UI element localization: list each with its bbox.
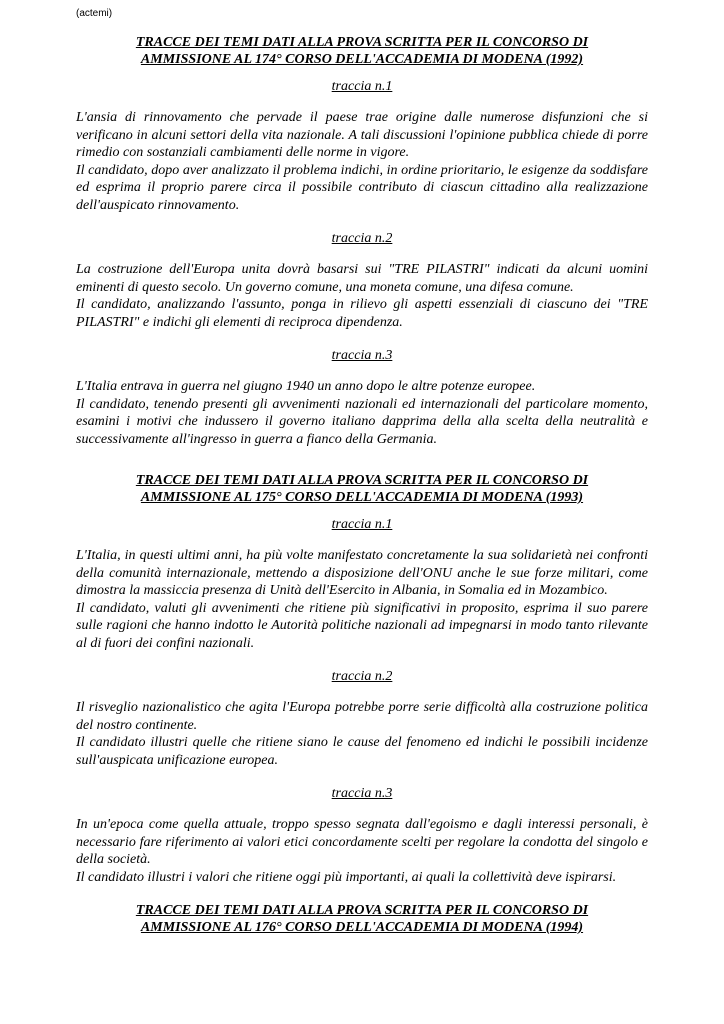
trace-paragraph: L'ansia di rinnovamento che pervade il paese trae origine dalle numerose disfunzioni che si verificano in alcuni settori della vita nazionale. A tali discussioni l'opinione pubblica chiede di porre rimedio con sostanziali cambiamenti delle norme in vigore.	[76, 110, 648, 160]
section-title-line1: TRACCE DEI TEMI DATI ALLA PROVA SCRITTA PER IL CONCORSO DI	[135, 473, 589, 488]
trace-label: traccia n.1	[331, 79, 393, 94]
trace-block	[76, 516, 648, 652]
section-175	[76, 472, 648, 886]
section-title-line1: TRACCE DEI TEMI DATI ALLA PROVA SCRITTA PER IL CONCORSO DI	[135, 903, 589, 918]
section-title-line2: AMMISSIONE AL 176° CORSO DELL'ACCADEMIA DI MODENA (1994)	[140, 920, 584, 935]
trace-paragraph: Il candidato, tenendo presenti gli avvenimenti nazionali ed internazionali del particolare momento, esamini i motivi che indussero il governo italiano dapprima della alla scelta della neutralità e successivamente all'ingresso in guerra a fianco della Germania.	[76, 396, 648, 447]
trace-paragraph: Il candidato illustri quelle che ritiene siano le cause del fenomeno ed indichi le possibili incidenze sull'auspicata unificazione europea.	[76, 735, 648, 768]
section-title-line2: AMMISSIONE AL 174° CORSO DELL'ACCADEMIA DI MODENA (1992)	[140, 52, 584, 67]
section-title-line2: AMMISSIONE AL 175° CORSO DELL'ACCADEMIA DI MODENA (1993)	[140, 490, 584, 505]
trace-label: traccia n.2	[331, 231, 393, 246]
trace-label: traccia n.3	[331, 786, 393, 801]
trace-block	[76, 668, 648, 769]
trace-paragraph: In un'epoca come quella attuale, troppo spesso segnata dall'egoismo e dagli interessi personali, è necessario fare riferimento ai valori etici concordamente scelti per regolare la condotta del singolo e della società.	[76, 817, 648, 867]
trace-block	[76, 785, 648, 886]
section-174	[76, 34, 648, 448]
trace-paragraph: L'Italia entrava in guerra nel giugno 1940 un anno dopo le altre potenze europee.	[76, 379, 536, 394]
document-body	[76, 34, 648, 936]
trace-block	[76, 78, 648, 214]
trace-paragraph: Il candidato, analizzando l'assunto, ponga in rilievo gli aspetti essenziali di ciascuno dei "TRE PILASTRI" e indichi gli elementi di reciproca dipendenza.	[76, 297, 648, 330]
trace-block	[76, 347, 648, 448]
trace-paragraph: Il risveglio nazionalistico che agita l'Europa potrebbe porre serie difficoltà alla costruzione politica del nostro continente.	[76, 700, 648, 733]
section-title	[76, 34, 648, 68]
trace-paragraph: Il candidato illustri i valori che ritiene oggi più importanti, ai quali la collettività deve ispirarsi.	[76, 869, 617, 885]
trace-label: traccia n.1	[331, 517, 393, 532]
trace-paragraph: La costruzione dell'Europa unita dovrà basarsi sui "TRE PILASTRI" indicati da alcuni uomini eminenti di questo secolo. Un governo comune, una moneta comune, una difesa comune.	[76, 262, 648, 295]
trace-paragraph: L'Italia, in questi ultimi anni, ha più volte manifestato concretamente la sua solidarietà nei confronti della comunità internazionale, mettendo a disposizione dell'ONU anche le sue forze militari, come dimostra la massiccia presenza di Unità dell'Esercito in Albania, in Somalia ed in Mozambico.	[76, 548, 648, 598]
section-title	[76, 902, 648, 936]
trace-paragraph: Il candidato, dopo aver analizzato il problema indichi, in ordine prioritario, le esigenze da soddisfare ed esprima il proprio parere circa il possibile contributo di ciascun cittadino alla realizzazione dell'auspicato rinnovamento.	[76, 162, 648, 213]
header-note: (actemi)	[76, 8, 113, 19]
section-176	[76, 902, 648, 936]
trace-block	[76, 230, 648, 331]
trace-label: traccia n.2	[331, 669, 393, 684]
trace-paragraph: Il candidato, valuti gli avvenimenti che ritiene più significativi in proposito, esprima il suo parere sulle ragioni che hanno indotto le Autorità politiche nazionali ad impegnarsi in modo tanto rilevante al di fuori dei confini nazionali.	[76, 600, 648, 651]
section-title	[76, 472, 648, 506]
section-title-line1: TRACCE DEI TEMI DATI ALLA PROVA SCRITTA PER IL CONCORSO DI	[135, 35, 589, 50]
trace-label: traccia n.3	[331, 348, 393, 363]
